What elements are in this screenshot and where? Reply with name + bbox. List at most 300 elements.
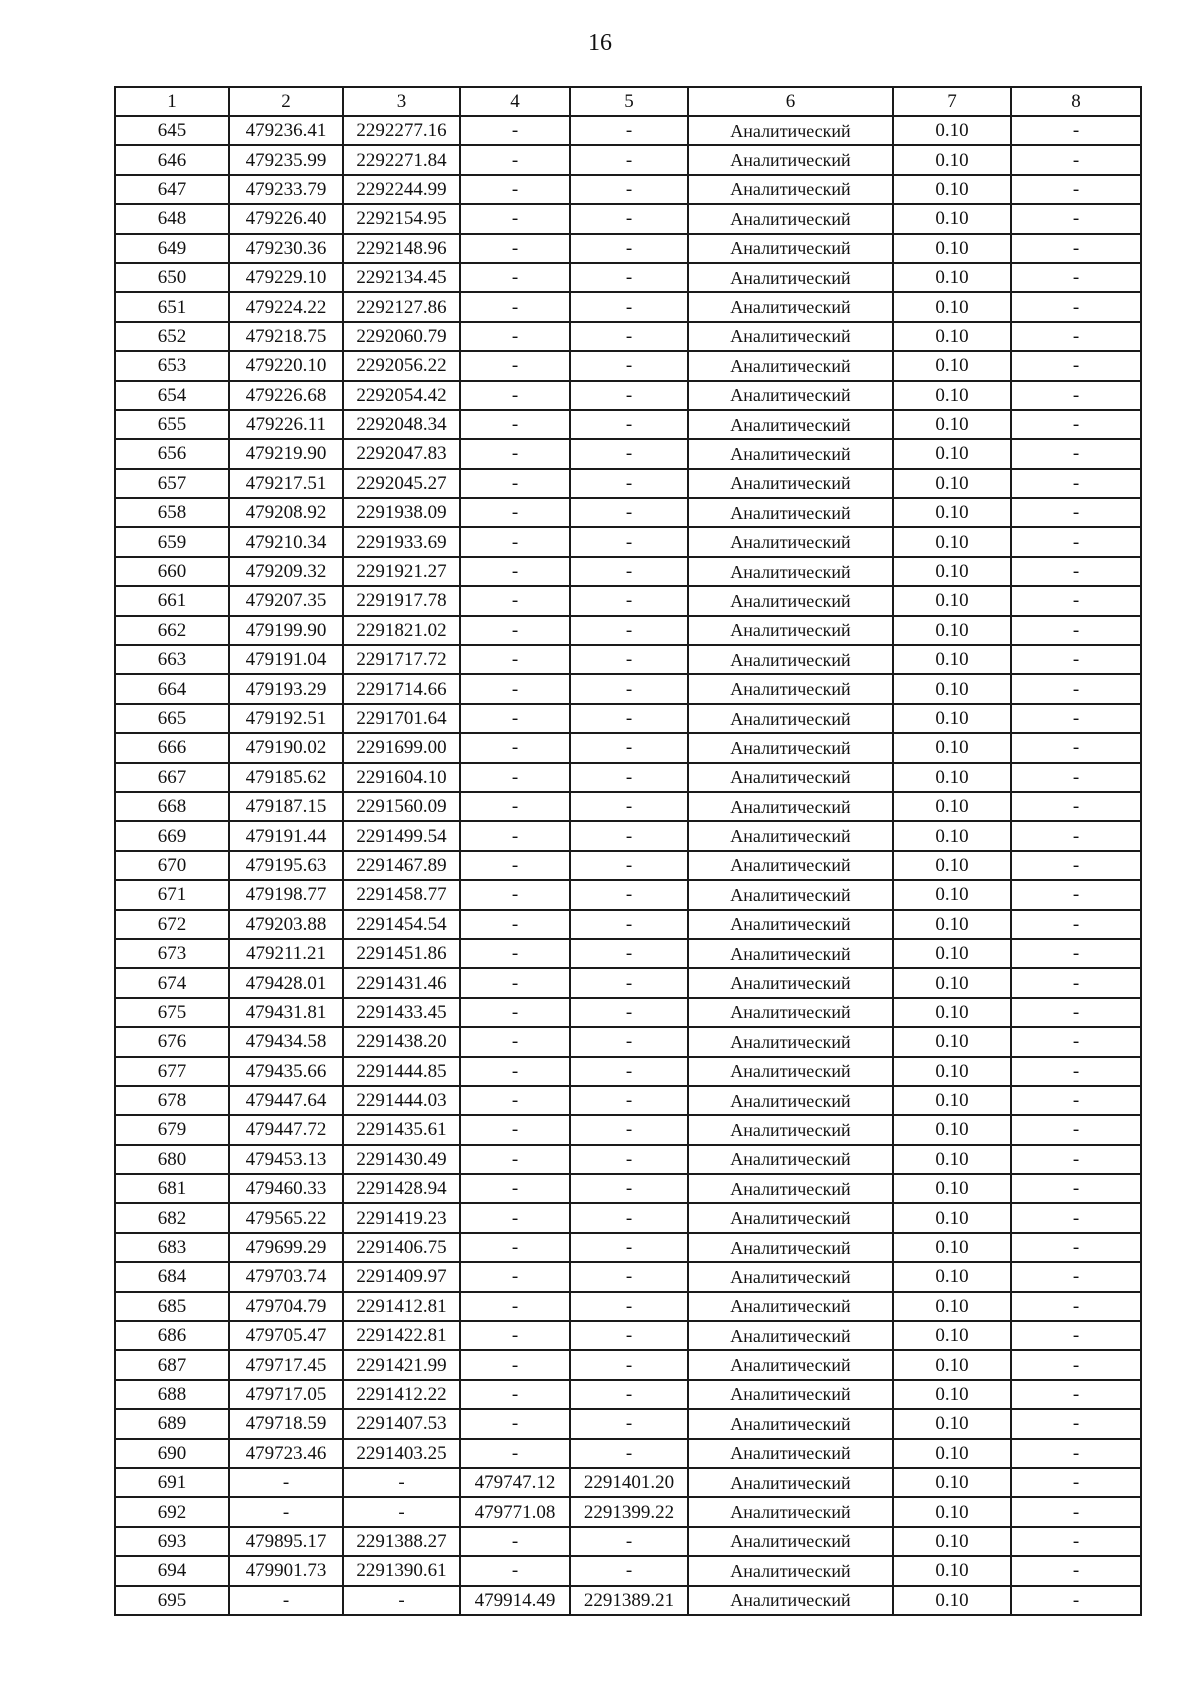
note-cell: - <box>1011 1380 1141 1409</box>
y-coordinate-alt-cell: - <box>570 939 688 968</box>
note-cell: - <box>1011 763 1141 792</box>
point-number-cell: 684 <box>115 1262 229 1291</box>
x-coordinate-alt-cell: 479914.49 <box>460 1586 570 1615</box>
y-coordinate-alt-cell: - <box>570 674 688 703</box>
point-number-cell: 664 <box>115 674 229 703</box>
x-coordinate-alt-cell: - <box>460 1145 570 1174</box>
note-cell: - <box>1011 704 1141 733</box>
x-coordinate-cell: 479190.02 <box>229 733 343 762</box>
table-row <box>115 968 1141 997</box>
accuracy-cell: 0.10 <box>893 968 1011 997</box>
note-cell: - <box>1011 674 1141 703</box>
method-cell: Аналитический <box>688 1556 893 1585</box>
table-row <box>115 381 1141 410</box>
y-coordinate-cell: 2291403.25 <box>343 1439 460 1468</box>
y-coordinate-cell: 2291444.85 <box>343 1057 460 1086</box>
note-cell: - <box>1011 733 1141 762</box>
y-coordinate-alt-cell: - <box>570 616 688 645</box>
table-row <box>115 1556 1141 1585</box>
accuracy-cell: 0.10 <box>893 263 1011 292</box>
table-row <box>115 557 1141 586</box>
point-number-cell: 693 <box>115 1527 229 1556</box>
y-coordinate-cell: 2292154.95 <box>343 204 460 233</box>
x-coordinate-alt-cell: - <box>460 469 570 498</box>
x-coordinate-cell: 479207.35 <box>229 586 343 615</box>
y-coordinate-alt-cell: - <box>570 557 688 586</box>
x-coordinate-cell: 479195.63 <box>229 851 343 880</box>
x-coordinate-cell: 479235.99 <box>229 145 343 174</box>
y-coordinate-alt-cell: - <box>570 1527 688 1556</box>
note-cell: - <box>1011 1027 1141 1056</box>
x-coordinate-alt-cell: - <box>460 1527 570 1556</box>
note-cell: - <box>1011 439 1141 468</box>
y-coordinate-cell: 2291412.22 <box>343 1380 460 1409</box>
table-row <box>115 410 1141 439</box>
y-coordinate-cell: 2292056.22 <box>343 351 460 380</box>
note-cell: - <box>1011 792 1141 821</box>
point-number-cell: 662 <box>115 616 229 645</box>
y-coordinate-cell: 2291428.94 <box>343 1174 460 1203</box>
x-coordinate-cell: 479226.68 <box>229 381 343 410</box>
y-coordinate-cell: 2292244.99 <box>343 175 460 204</box>
y-coordinate-cell: - <box>343 1586 460 1615</box>
y-coordinate-cell: 2291431.46 <box>343 968 460 997</box>
table-row <box>115 1439 1141 1468</box>
x-coordinate-cell: 479460.33 <box>229 1174 343 1203</box>
x-coordinate-cell: 479192.51 <box>229 704 343 733</box>
point-number-cell: 690 <box>115 1439 229 1468</box>
method-cell: Аналитический <box>688 1086 893 1115</box>
note-cell: - <box>1011 557 1141 586</box>
table-row <box>115 351 1141 380</box>
x-coordinate-cell: 479431.81 <box>229 998 343 1027</box>
y-coordinate-alt-cell: - <box>570 1203 688 1232</box>
point-number-cell: 655 <box>115 410 229 439</box>
accuracy-cell: 0.10 <box>893 910 1011 939</box>
accuracy-cell: 0.10 <box>893 704 1011 733</box>
y-coordinate-cell: 2291435.61 <box>343 1115 460 1144</box>
y-coordinate-cell: 2291701.64 <box>343 704 460 733</box>
x-coordinate-cell: 479901.73 <box>229 1556 343 1585</box>
point-number-cell: 654 <box>115 381 229 410</box>
method-cell: Аналитический <box>688 175 893 204</box>
accuracy-cell: 0.10 <box>893 1468 1011 1497</box>
x-coordinate-cell: 479705.47 <box>229 1321 343 1350</box>
table-row <box>115 1292 1141 1321</box>
method-cell: Аналитический <box>688 1233 893 1262</box>
y-coordinate-alt-cell: - <box>570 968 688 997</box>
table-row <box>115 498 1141 527</box>
note-cell: - <box>1011 116 1141 145</box>
point-number-cell: 669 <box>115 821 229 850</box>
note-cell: - <box>1011 263 1141 292</box>
x-coordinate-alt-cell: - <box>460 1203 570 1232</box>
x-coordinate-cell: 479723.46 <box>229 1439 343 1468</box>
accuracy-cell: 0.10 <box>893 322 1011 351</box>
column-header: 6 <box>688 87 893 116</box>
note-cell: - <box>1011 851 1141 880</box>
point-number-cell: 660 <box>115 557 229 586</box>
y-coordinate-cell: 2292047.83 <box>343 439 460 468</box>
point-number-cell: 694 <box>115 1556 229 1585</box>
x-coordinate-alt-cell: - <box>460 586 570 615</box>
table-row <box>115 1262 1141 1291</box>
method-cell: Аналитический <box>688 469 893 498</box>
accuracy-cell: 0.10 <box>893 1380 1011 1409</box>
x-coordinate-alt-cell: - <box>460 1174 570 1203</box>
table-row <box>115 733 1141 762</box>
method-cell: Аналитический <box>688 234 893 263</box>
method-cell: Аналитический <box>688 645 893 674</box>
x-coordinate-cell: 479203.88 <box>229 910 343 939</box>
y-coordinate-alt-cell: - <box>570 234 688 263</box>
point-number-cell: 692 <box>115 1497 229 1526</box>
table-row <box>115 292 1141 321</box>
table-body <box>115 116 1141 1615</box>
column-header: 8 <box>1011 87 1141 116</box>
y-coordinate-alt-cell: - <box>570 1292 688 1321</box>
table-row <box>115 792 1141 821</box>
point-number-cell: 663 <box>115 645 229 674</box>
column-header: 7 <box>893 87 1011 116</box>
x-coordinate-alt-cell: - <box>460 204 570 233</box>
y-coordinate-alt-cell: - <box>570 586 688 615</box>
y-coordinate-cell: 2291699.00 <box>343 733 460 762</box>
point-number-cell: 679 <box>115 1115 229 1144</box>
accuracy-cell: 0.10 <box>893 1145 1011 1174</box>
point-number-cell: 685 <box>115 1292 229 1321</box>
y-coordinate-alt-cell: - <box>570 204 688 233</box>
x-coordinate-alt-cell: - <box>460 116 570 145</box>
y-coordinate-alt-cell: - <box>570 1115 688 1144</box>
accuracy-cell: 0.10 <box>893 1027 1011 1056</box>
method-cell: Аналитический <box>688 145 893 174</box>
accuracy-cell: 0.10 <box>893 292 1011 321</box>
y-coordinate-alt-cell: 2291389.21 <box>570 1586 688 1615</box>
method-cell: Аналитический <box>688 763 893 792</box>
point-number-cell: 667 <box>115 763 229 792</box>
y-coordinate-cell: 2291412.81 <box>343 1292 460 1321</box>
x-coordinate-alt-cell: - <box>460 410 570 439</box>
table-row <box>115 1321 1141 1350</box>
x-coordinate-cell: 479703.74 <box>229 1262 343 1291</box>
table-row <box>115 1203 1141 1232</box>
note-cell: - <box>1011 1321 1141 1350</box>
y-coordinate-cell: 2291714.66 <box>343 674 460 703</box>
x-coordinate-alt-cell: - <box>460 998 570 1027</box>
method-cell: Аналитический <box>688 1409 893 1438</box>
y-coordinate-alt-cell: - <box>570 1027 688 1056</box>
point-number-cell: 648 <box>115 204 229 233</box>
x-coordinate-cell: 479217.51 <box>229 469 343 498</box>
y-coordinate-alt-cell: 2291399.22 <box>570 1497 688 1526</box>
method-cell: Аналитический <box>688 322 893 351</box>
x-coordinate-cell: 479224.22 <box>229 292 343 321</box>
point-number-cell: 665 <box>115 704 229 733</box>
accuracy-cell: 0.10 <box>893 821 1011 850</box>
x-coordinate-alt-cell: - <box>460 704 570 733</box>
x-coordinate-alt-cell: - <box>460 1027 570 1056</box>
accuracy-cell: 0.10 <box>893 234 1011 263</box>
method-cell: Аналитический <box>688 616 893 645</box>
accuracy-cell: 0.10 <box>893 1262 1011 1291</box>
point-number-cell: 691 <box>115 1468 229 1497</box>
x-coordinate-alt-cell: 479771.08 <box>460 1497 570 1526</box>
note-cell: - <box>1011 1115 1141 1144</box>
point-number-cell: 652 <box>115 322 229 351</box>
method-cell: Аналитический <box>688 1527 893 1556</box>
method-cell: Аналитический <box>688 351 893 380</box>
table-row <box>115 645 1141 674</box>
note-cell: - <box>1011 1527 1141 1556</box>
table-row <box>115 763 1141 792</box>
y-coordinate-cell: - <box>343 1468 460 1497</box>
y-coordinate-alt-cell: - <box>570 1409 688 1438</box>
point-number-cell: 686 <box>115 1321 229 1350</box>
y-coordinate-cell: 2291444.03 <box>343 1086 460 1115</box>
method-cell: Аналитический <box>688 968 893 997</box>
x-coordinate-alt-cell: - <box>460 1350 570 1379</box>
x-coordinate-cell: 479434.58 <box>229 1027 343 1056</box>
point-number-cell: 647 <box>115 175 229 204</box>
accuracy-cell: 0.10 <box>893 1556 1011 1585</box>
x-coordinate-alt-cell: - <box>460 763 570 792</box>
x-coordinate-cell: - <box>229 1468 343 1497</box>
y-coordinate-cell: 2291409.97 <box>343 1262 460 1291</box>
x-coordinate-alt-cell: - <box>460 1556 570 1585</box>
y-coordinate-cell: 2291430.49 <box>343 1145 460 1174</box>
accuracy-cell: 0.10 <box>893 939 1011 968</box>
y-coordinate-cell: 2291560.09 <box>343 792 460 821</box>
method-cell: Аналитический <box>688 1203 893 1232</box>
y-coordinate-cell: 2291821.02 <box>343 616 460 645</box>
point-number-cell: 682 <box>115 1203 229 1232</box>
y-coordinate-cell: 2292148.96 <box>343 234 460 263</box>
x-coordinate-cell: 479218.75 <box>229 322 343 351</box>
accuracy-cell: 0.10 <box>893 851 1011 880</box>
accuracy-cell: 0.10 <box>893 1439 1011 1468</box>
y-coordinate-alt-cell: - <box>570 1380 688 1409</box>
y-coordinate-cell: 2291419.23 <box>343 1203 460 1232</box>
note-cell: - <box>1011 234 1141 263</box>
note-cell: - <box>1011 1057 1141 1086</box>
accuracy-cell: 0.10 <box>893 1203 1011 1232</box>
note-cell: - <box>1011 1233 1141 1262</box>
y-coordinate-cell: 2291499.54 <box>343 821 460 850</box>
note-cell: - <box>1011 175 1141 204</box>
column-header: 3 <box>343 87 460 116</box>
accuracy-cell: 0.10 <box>893 410 1011 439</box>
x-coordinate-cell: 479199.90 <box>229 616 343 645</box>
table-row <box>115 1115 1141 1144</box>
point-number-cell: 645 <box>115 116 229 145</box>
note-cell: - <box>1011 1586 1141 1615</box>
y-coordinate-cell: 2292045.27 <box>343 469 460 498</box>
x-coordinate-cell: 479229.10 <box>229 263 343 292</box>
table-row <box>115 616 1141 645</box>
y-coordinate-cell: 2291390.61 <box>343 1556 460 1585</box>
y-coordinate-cell: 2292277.16 <box>343 116 460 145</box>
x-coordinate-cell: 479211.21 <box>229 939 343 968</box>
method-cell: Аналитический <box>688 792 893 821</box>
method-cell: Аналитический <box>688 1380 893 1409</box>
accuracy-cell: 0.10 <box>893 381 1011 410</box>
x-coordinate-alt-cell: - <box>460 527 570 556</box>
x-coordinate-cell: 479198.77 <box>229 880 343 909</box>
method-cell: Аналитический <box>688 1027 893 1056</box>
note-cell: - <box>1011 292 1141 321</box>
note-cell: - <box>1011 586 1141 615</box>
x-coordinate-alt-cell: - <box>460 1321 570 1350</box>
x-coordinate-cell: - <box>229 1586 343 1615</box>
x-coordinate-alt-cell: - <box>460 616 570 645</box>
y-coordinate-alt-cell: - <box>570 998 688 1027</box>
table-row <box>115 704 1141 733</box>
table-row <box>115 1145 1141 1174</box>
x-coordinate-alt-cell: - <box>460 498 570 527</box>
y-coordinate-cell: 2292060.79 <box>343 322 460 351</box>
note-cell: - <box>1011 351 1141 380</box>
table-row <box>115 1350 1141 1379</box>
point-number-cell: 656 <box>115 439 229 468</box>
method-cell: Аналитический <box>688 1115 893 1144</box>
x-coordinate-alt-cell: - <box>460 1380 570 1409</box>
y-coordinate-alt-cell: - <box>570 1439 688 1468</box>
x-coordinate-cell: 479428.01 <box>229 968 343 997</box>
x-coordinate-cell: - <box>229 1497 343 1526</box>
point-number-cell: 658 <box>115 498 229 527</box>
y-coordinate-cell: 2292054.42 <box>343 381 460 410</box>
coordinates-table <box>114 86 1142 1616</box>
accuracy-cell: 0.10 <box>893 1115 1011 1144</box>
x-coordinate-alt-cell: - <box>460 939 570 968</box>
x-coordinate-cell: 479453.13 <box>229 1145 343 1174</box>
accuracy-cell: 0.10 <box>893 145 1011 174</box>
method-cell: Аналитический <box>688 939 893 968</box>
point-number-cell: 646 <box>115 145 229 174</box>
table-row <box>115 939 1141 968</box>
method-cell: Аналитический <box>688 1439 893 1468</box>
x-coordinate-cell: 479704.79 <box>229 1292 343 1321</box>
note-cell: - <box>1011 939 1141 968</box>
y-coordinate-cell: 2291921.27 <box>343 557 460 586</box>
x-coordinate-alt-cell: - <box>460 733 570 762</box>
point-number-cell: 695 <box>115 1586 229 1615</box>
y-coordinate-alt-cell: - <box>570 1145 688 1174</box>
x-coordinate-alt-cell: - <box>460 145 570 174</box>
y-coordinate-cell: 2291388.27 <box>343 1527 460 1556</box>
note-cell: - <box>1011 1468 1141 1497</box>
accuracy-cell: 0.10 <box>893 733 1011 762</box>
y-coordinate-cell: 2291467.89 <box>343 851 460 880</box>
x-coordinate-cell: 479187.15 <box>229 792 343 821</box>
y-coordinate-alt-cell: - <box>570 381 688 410</box>
accuracy-cell: 0.10 <box>893 616 1011 645</box>
y-coordinate-cell: 2291604.10 <box>343 763 460 792</box>
point-number-cell: 687 <box>115 1350 229 1379</box>
method-cell: Аналитический <box>688 263 893 292</box>
accuracy-cell: 0.10 <box>893 1086 1011 1115</box>
y-coordinate-alt-cell: - <box>570 410 688 439</box>
column-header: 2 <box>229 87 343 116</box>
accuracy-cell: 0.10 <box>893 1233 1011 1262</box>
note-cell: - <box>1011 998 1141 1027</box>
x-coordinate-cell: 479718.59 <box>229 1409 343 1438</box>
note-cell: - <box>1011 616 1141 645</box>
table-row <box>115 821 1141 850</box>
x-coordinate-cell: 479208.92 <box>229 498 343 527</box>
point-number-cell: 649 <box>115 234 229 263</box>
note-cell: - <box>1011 498 1141 527</box>
note-cell: - <box>1011 527 1141 556</box>
y-coordinate-cell: 2292134.45 <box>343 263 460 292</box>
note-cell: - <box>1011 469 1141 498</box>
accuracy-cell: 0.10 <box>893 1497 1011 1526</box>
x-coordinate-alt-cell: - <box>460 234 570 263</box>
accuracy-cell: 0.10 <box>893 439 1011 468</box>
accuracy-cell: 0.10 <box>893 1057 1011 1086</box>
y-coordinate-cell: 2292127.86 <box>343 292 460 321</box>
table-row <box>115 851 1141 880</box>
table-row <box>115 1468 1141 1497</box>
method-cell: Аналитический <box>688 998 893 1027</box>
x-coordinate-cell: 479191.44 <box>229 821 343 850</box>
y-coordinate-alt-cell: - <box>570 1350 688 1379</box>
x-coordinate-alt-cell: - <box>460 674 570 703</box>
method-cell: Аналитический <box>688 674 893 703</box>
note-cell: - <box>1011 968 1141 997</box>
point-number-cell: 668 <box>115 792 229 821</box>
point-number-cell: 689 <box>115 1409 229 1438</box>
y-coordinate-alt-cell: - <box>570 733 688 762</box>
x-coordinate-alt-cell: - <box>460 322 570 351</box>
y-coordinate-alt-cell: - <box>570 439 688 468</box>
point-number-cell: 680 <box>115 1145 229 1174</box>
x-coordinate-alt-cell: - <box>460 263 570 292</box>
y-coordinate-cell: 2291421.99 <box>343 1350 460 1379</box>
table-row <box>115 204 1141 233</box>
accuracy-cell: 0.10 <box>893 1586 1011 1615</box>
x-coordinate-cell: 479193.29 <box>229 674 343 703</box>
x-coordinate-alt-cell: - <box>460 1057 570 1086</box>
y-coordinate-cell: 2291406.75 <box>343 1233 460 1262</box>
x-coordinate-alt-cell: - <box>460 439 570 468</box>
note-cell: - <box>1011 322 1141 351</box>
table-row <box>115 998 1141 1027</box>
y-coordinate-alt-cell: - <box>570 145 688 174</box>
y-coordinate-alt-cell: - <box>570 1057 688 1086</box>
method-cell: Аналитический <box>688 410 893 439</box>
x-coordinate-cell: 479447.64 <box>229 1086 343 1115</box>
point-number-cell: 673 <box>115 939 229 968</box>
table-row <box>115 674 1141 703</box>
table-row <box>115 439 1141 468</box>
accuracy-cell: 0.10 <box>893 674 1011 703</box>
y-coordinate-alt-cell: - <box>570 880 688 909</box>
y-coordinate-cell: - <box>343 1497 460 1526</box>
y-coordinate-cell: 2292271.84 <box>343 145 460 174</box>
method-cell: Аналитический <box>688 1145 893 1174</box>
x-coordinate-alt-cell: - <box>460 1439 570 1468</box>
y-coordinate-alt-cell: - <box>570 1556 688 1585</box>
note-cell: - <box>1011 645 1141 674</box>
x-coordinate-cell: 479219.90 <box>229 439 343 468</box>
x-coordinate-alt-cell: - <box>460 880 570 909</box>
accuracy-cell: 0.10 <box>893 1292 1011 1321</box>
accuracy-cell: 0.10 <box>893 1409 1011 1438</box>
accuracy-cell: 0.10 <box>893 792 1011 821</box>
x-coordinate-cell: 479220.10 <box>229 351 343 380</box>
